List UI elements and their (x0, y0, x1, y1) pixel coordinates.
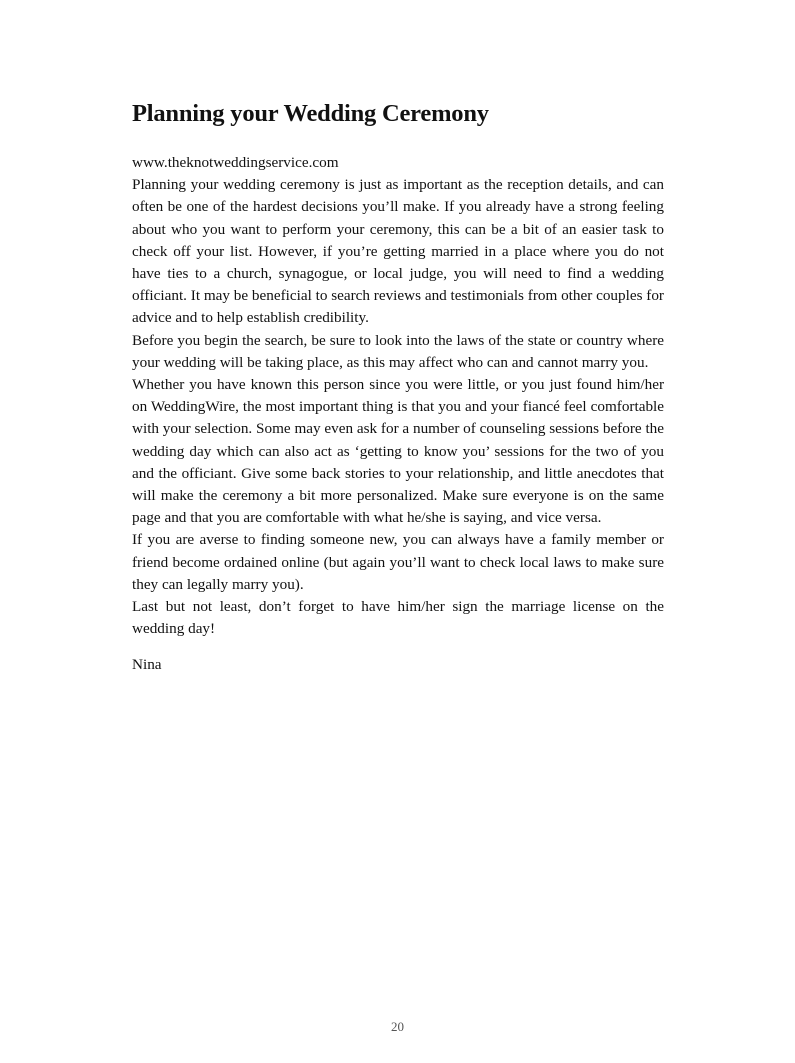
paragraph-3: Whether you have known this person since you were little, or you just found him/her on WeddingWire, the most important thing is that you and your fiancé feel comfortable with your selection. Some may even ask for a number of counseling sessions before the wedding day which can also act as ‘getting to know you’ sessions for the two of you and the officiant. Give some back stories to your relationship, and little anecdotes that will make the ceremony a bit more personalized. Make sure everyone is on the same page and that you are comfortable with what he/she is saying, and vice versa. (132, 376, 664, 527)
page-content (132, 98, 664, 676)
author-signature: Nina (132, 656, 162, 674)
paragraph-2: Before you begin the search, be sure to look into the laws of the state or country where your wedding will be taking place, as this may affect who can and cannot marry you. (132, 331, 664, 371)
paragraph-4: If you are averse to finding someone new, you can always have a family member or friend become ordained online (but again you’ll want to check local laws to make sure they can legally marry you). (132, 531, 664, 593)
source-url: www.theknotweddingservice.com (132, 154, 339, 171)
page-title: Planning your Wedding Ceremony (132, 100, 489, 127)
paragraph-5: Last but not least, don’t forget to have him/her sign the marriage license on the wedding day! (132, 598, 664, 638)
article-body (132, 152, 664, 640)
paragraph-1: Planning your wedding ceremony is just as important as the reception details, and can often be one of the hardest decisions you’ll make. If you already have a strong feeling about who you want to perform your ceremony, this can be a bit of an easier task to check off your list. However, if you’re getting married in a place where you do not have ties to a church, synagogue, or local judge, you will need to find a wedding officiant. It may be beneficial to search reviews and testimonials from other couples for advice and to help establish credibility. (132, 176, 664, 327)
page-number: 20 (391, 1019, 404, 1034)
